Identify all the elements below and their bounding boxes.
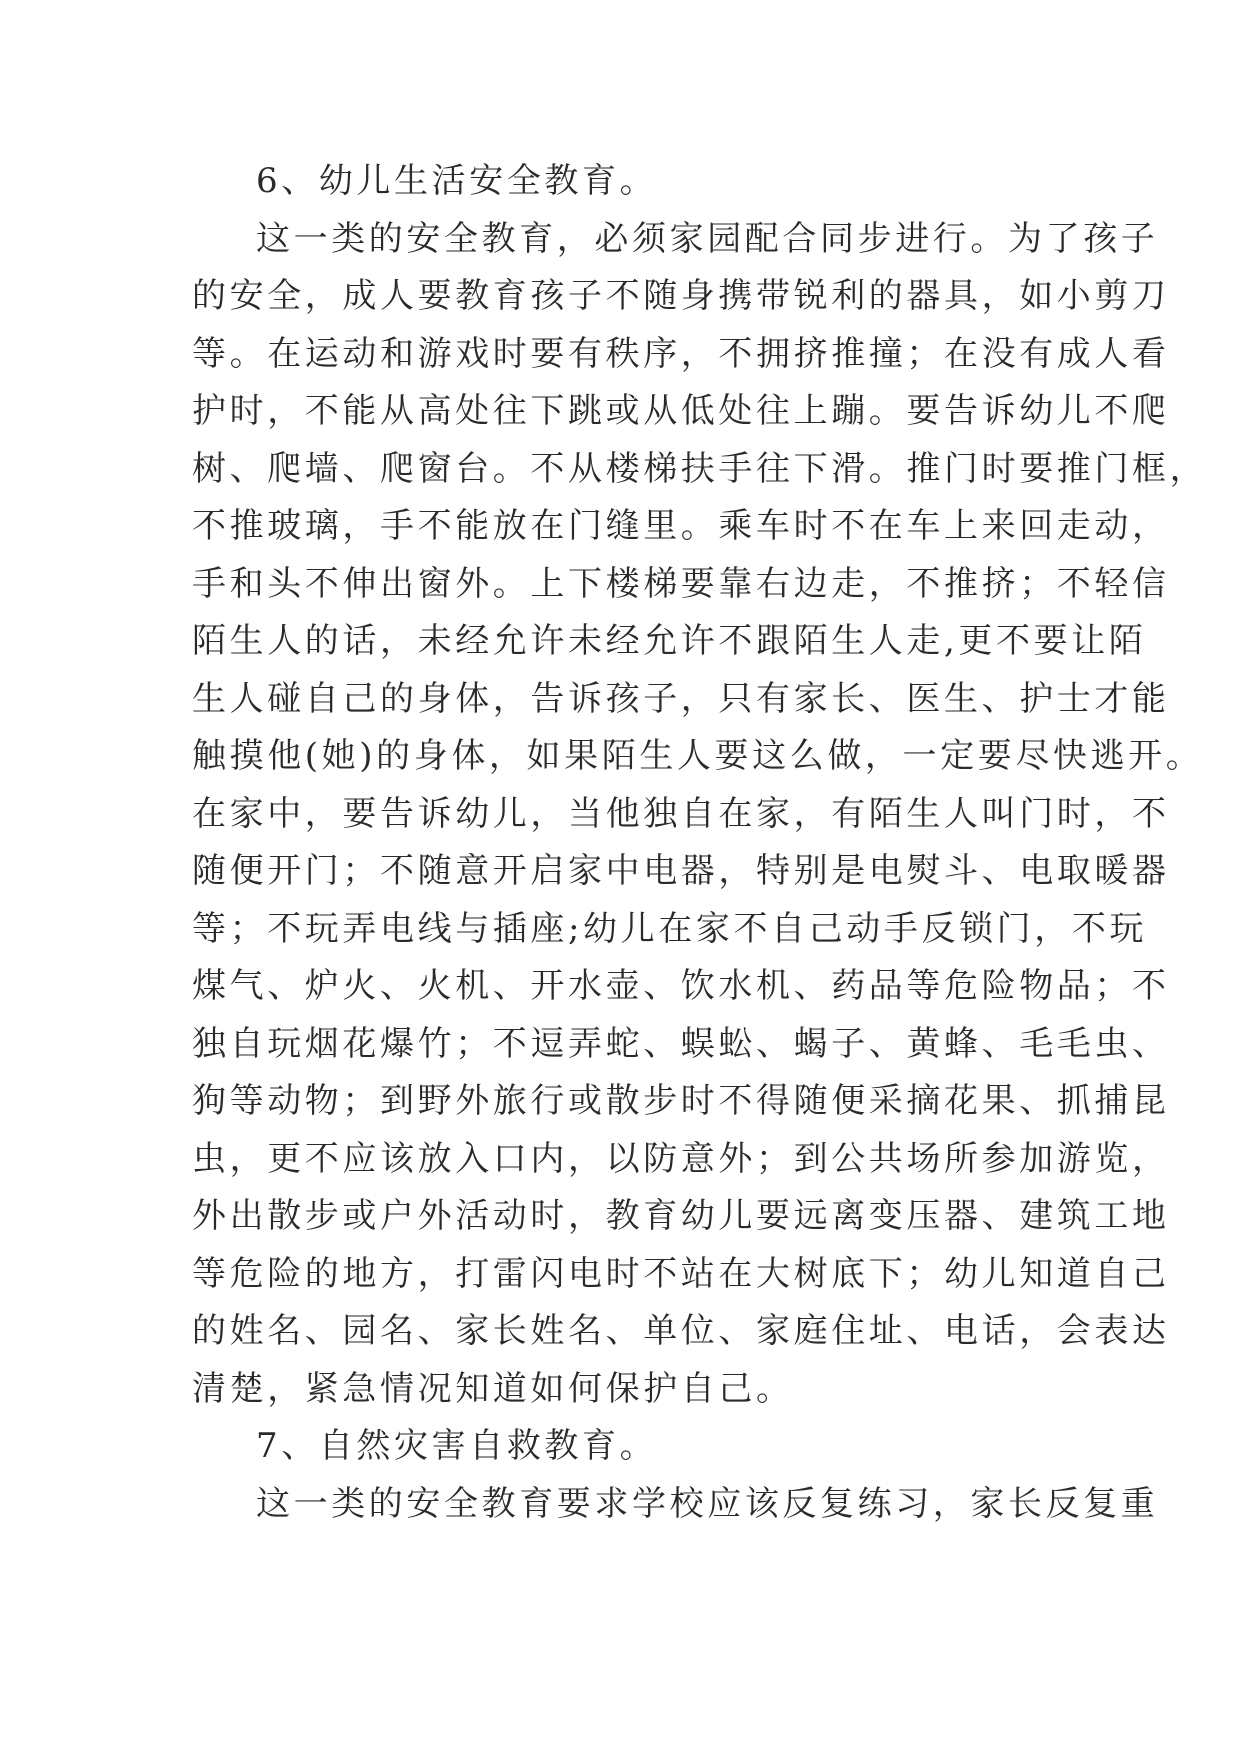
text-line: 触摸他(她)的身体，如果陌生人要这么做，一定要尽快逃开。 [192,736,1204,776]
text-line: 等危险的地方，打雷闪电时不站在大树底下；幼儿知道自己 [192,1253,1170,1294]
text-line: 清楚，紧急情况知道如何保护自己。 [192,1368,794,1409]
text-line: 不推玻璃，手不能放在门缝里。乘车时不在车上来回走动， [192,506,1170,546]
text-line: 煤气、炉火、火机、开水壶、饮水机、药品等危险物品；不 [192,966,1170,1006]
text-line: 陌生人的话，未经允许未经允许不跟陌生人走,更不要让陌 [192,621,1147,661]
text-line: 生人碰自己的身体，告诉孩子，只有家长、医生、护士才能 [192,678,1170,719]
text-line: 护时，不能从高处往下跳或从低处往上蹦。要告诉幼儿不爬 [192,391,1170,431]
text-line: 等；不玩弄电线与插座;幼儿在家不自己动手反锁门，不玩 [192,908,1148,949]
text-line: 的安全，成人要教育孩子不随身携带锐利的器具，如小剪刀 [192,276,1170,316]
text-line: 手和头不伸出窗外。上下楼梯要靠右边走，不推挤；不轻信 [192,563,1170,604]
text-line: 外出散步或户外活动时，教育幼儿要远离变压器、建筑工地 [192,1196,1170,1236]
body-text [192,153,1208,1533]
text-line: 随便开门；不随意开启家中电器，特别是电熨斗、电取暖器 [192,851,1170,891]
paragraph-start-line: 7、自然灾害自救教育。 [256,1426,658,1466]
paragraph-start-line: 这一类的安全教育要求学校应该反复练习，家长反复重 [256,1483,1159,1524]
text-line: 独自玩烟花爆竹；不逗弄蛇、蜈蚣、蝎子、黄蜂、毛毛虫、 [192,1023,1170,1064]
text-line: 等。在运动和游戏时要有秩序，不拥挤推撞；在没有成人看 [192,333,1170,374]
paragraph-start-line: 6、幼儿生活安全教育。 [256,161,658,201]
text-line: 狗等动物；到野外旅行或散步时不得随便采摘花果、抓捕昆 [192,1081,1170,1121]
paragraph-start-line: 这一类的安全教育，必须家园配合同步进行。为了孩子 [256,218,1159,259]
text-line: 在家中，要告诉幼儿，当他独自在家，有陌生人叫门时，不 [192,793,1170,834]
text-line: 的姓名、园名、家长姓名、单位、家庭住址、电话，会表达 [192,1311,1170,1351]
text-line: 虫，更不应该放入口内，以防意外；到公共场所参加游览， [192,1138,1170,1179]
text-line: 树、爬墙、爬窗台。不从楼梯扶手往下滑。推门时要推门框， [192,448,1208,489]
